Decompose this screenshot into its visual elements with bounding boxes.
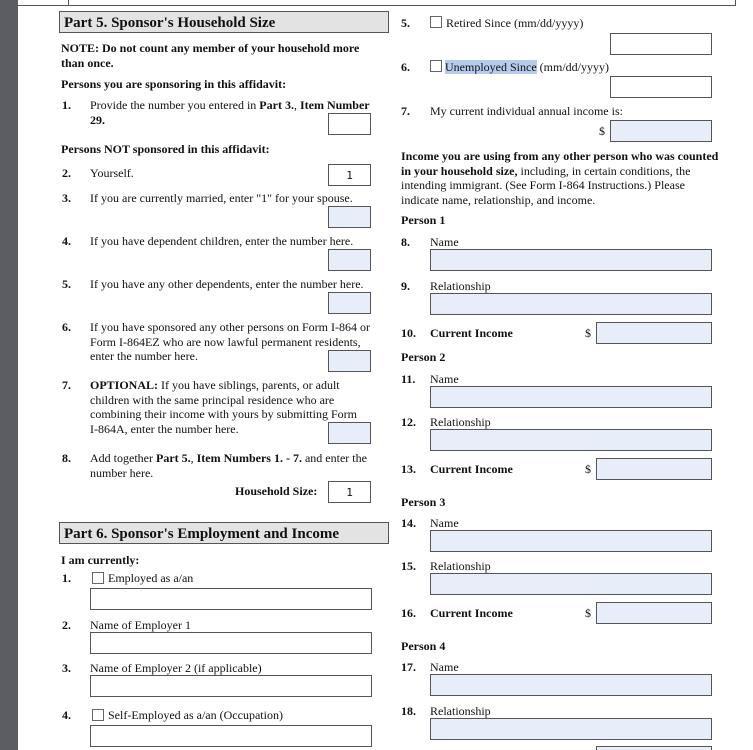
person1-name-label: Name xyxy=(430,235,459,249)
p5-item7-text: OPTIONAL: If you have siblings, parents, or adult children with the same principal residence who are combining their income with yours by submitting Form I-864A, enter the number here. xyxy=(90,378,357,436)
person1-inc-num: 10. xyxy=(401,326,416,340)
p6-item7-text: My current individual annual income is: xyxy=(430,104,623,118)
person4-rel-label: Relationship xyxy=(430,704,491,718)
person4-name-label: Name xyxy=(430,660,459,674)
person4-heading: Person 4 xyxy=(401,639,446,653)
person4-rel-num: 18. xyxy=(401,704,416,718)
household-size-label: Household Size: xyxy=(235,484,318,498)
person1-heading: Person 1 xyxy=(401,213,446,227)
person1-name-num: 8. xyxy=(401,235,410,249)
self-employed-checkbox[interactable] xyxy=(92,709,104,721)
p6-item3-text: Name of Employer 2 (if applicable) xyxy=(90,661,262,675)
currently-label: I am currently: xyxy=(61,553,140,567)
not-sponsored-heading: Persons NOT sponsored in this affidavit: xyxy=(61,142,270,156)
person3-heading: Person 3 xyxy=(401,495,446,509)
p6-item2-num: 2. xyxy=(62,618,71,632)
p6-item1-num: 1. xyxy=(62,571,71,585)
employed-checkbox[interactable] xyxy=(92,572,104,584)
person3-income-field[interactable] xyxy=(596,602,712,624)
person2-income-field[interactable] xyxy=(596,458,712,480)
p5-item7-num: 7. xyxy=(62,378,71,392)
p5-item8-num: 8. xyxy=(62,451,71,465)
person4-name-num: 17. xyxy=(401,660,416,674)
other-income-note: Income you are using from any other person who was counted in your household size, including, in certain conditions, the intending immigrant. (See Form I-864 Instructions.) Please indicate name, relationship, and income. xyxy=(401,149,719,207)
person1-rel-label: Relationship xyxy=(430,279,491,293)
unemployed-since-field[interactable] xyxy=(610,76,712,98)
p5-item2-field[interactable]: 1 xyxy=(328,164,371,186)
person2-name-num: 11. xyxy=(401,372,416,386)
p5-item5-field[interactable] xyxy=(328,292,371,314)
p5-item2-text: Yourself. xyxy=(90,166,134,180)
person2-name-label: Name xyxy=(430,372,459,386)
person2-rel-num: 12. xyxy=(401,415,416,429)
person3-rel-field[interactable] xyxy=(430,573,712,595)
p6-item5-num: 5. xyxy=(401,16,410,30)
p6-item4-text: Self-Employed as a/an (Occupation) xyxy=(108,708,283,722)
person2-rel-field[interactable] xyxy=(430,429,712,451)
p6-item3-num: 3. xyxy=(62,661,71,675)
person1-name-field[interactable] xyxy=(430,249,712,271)
retired-checkbox[interactable] xyxy=(430,16,442,28)
p6-item2-text: Name of Employer 1 xyxy=(90,618,191,632)
person2-rel-label: Relationship xyxy=(430,415,491,429)
person1-income-field[interactable] xyxy=(596,322,712,344)
person3-inc-num: 16. xyxy=(401,606,416,620)
unemployed-checkbox[interactable] xyxy=(430,60,442,72)
p5-item6-field[interactable] xyxy=(328,350,371,372)
p5-item5-text: If you have any other dependents, enter the number here. xyxy=(90,277,364,291)
p5-item3-field[interactable] xyxy=(328,206,371,228)
person3-inc-label: Current Income xyxy=(430,606,513,620)
p5-item2-num: 2. xyxy=(62,166,71,180)
person3-dollar: $ xyxy=(585,606,591,620)
p5-item6-num: 6. xyxy=(62,320,71,334)
person3-rel-num: 15. xyxy=(401,559,416,573)
p6-item7-num: 7. xyxy=(401,104,410,118)
p5-item4-text: If you have dependent children, enter the number here. xyxy=(90,234,354,248)
p5-item1-text: Provide the number you entered in Part 3., Item Number 29. xyxy=(90,98,370,127)
p5-item6-text: If you have sponsored any other persons on Form I-864 or Form I-864EZ who are now lawful permanent residents, enter the number here. xyxy=(90,320,370,363)
person2-heading: Person 2 xyxy=(401,350,446,364)
unemployed-since-highlight: Unemployed Since xyxy=(445,60,537,74)
part5-note: NOTE: Do not count any member of your household more than once. xyxy=(61,41,360,70)
form-page xyxy=(18,0,753,750)
p6-item5-text: Retired Since (mm/dd/yyyy) xyxy=(446,16,584,30)
income-dollar: $ xyxy=(599,124,605,138)
p5-item3-text: If you are currently married, enter "1" for your spouse. xyxy=(90,191,353,205)
p6-item6-text: Unemployed Since (mm/dd/yyyy) xyxy=(445,60,609,74)
p5-item4-num: 4. xyxy=(62,234,71,248)
p5-item1-num: 1. xyxy=(62,98,71,112)
p5-item3-num: 3. xyxy=(62,191,71,205)
person2-inc-num: 13. xyxy=(401,462,416,476)
person1-inc-label: Current Income xyxy=(430,326,513,340)
employed-as-field[interactable] xyxy=(90,588,372,610)
retired-since-field[interactable] xyxy=(610,33,712,55)
person3-rel-label: Relationship xyxy=(430,559,491,573)
employer1-field[interactable] xyxy=(90,632,372,654)
self-employed-field[interactable] xyxy=(90,725,372,747)
person2-inc-label: Current Income xyxy=(430,462,513,476)
p5-item7-field[interactable] xyxy=(328,422,371,444)
annual-income-field[interactable] xyxy=(610,120,712,142)
part6-header: Part 6. Sponsor's Employment and Income xyxy=(59,522,389,544)
p6-item1-text: Employed as a/an xyxy=(108,571,194,585)
p6-item4-num: 4. xyxy=(62,708,71,722)
person4-income-field-partial[interactable] xyxy=(596,746,712,750)
person1-dollar: $ xyxy=(585,326,591,340)
household-size-field[interactable]: 1 xyxy=(328,481,371,503)
top-rule xyxy=(18,0,736,6)
person3-name-label: Name xyxy=(430,516,459,530)
p5-item5-num: 5. xyxy=(62,277,71,291)
top-rule-tick xyxy=(68,0,69,6)
part5-header: Part 5. Sponsor's Household Size xyxy=(59,11,389,33)
p5-item4-field[interactable] xyxy=(328,249,371,271)
p5-item1-field[interactable] xyxy=(328,113,371,135)
p6-item6-num: 6. xyxy=(401,60,410,74)
person4-name-field[interactable] xyxy=(430,674,712,696)
p5-item8-text: Add together Part 5., Item Numbers 1. - 7. and enter the number here. xyxy=(90,451,367,480)
employer2-field[interactable] xyxy=(90,675,372,697)
person1-rel-field[interactable] xyxy=(430,293,712,315)
person2-dollar: $ xyxy=(585,462,591,476)
person3-name-field[interactable] xyxy=(430,530,712,552)
person4-rel-field[interactable] xyxy=(430,718,712,740)
person1-rel-num: 9. xyxy=(401,279,410,293)
person3-name-num: 14. xyxy=(401,516,416,530)
person2-name-field[interactable] xyxy=(430,386,712,408)
sponsoring-heading: Persons you are sponsoring in this affidavit: xyxy=(61,77,287,91)
